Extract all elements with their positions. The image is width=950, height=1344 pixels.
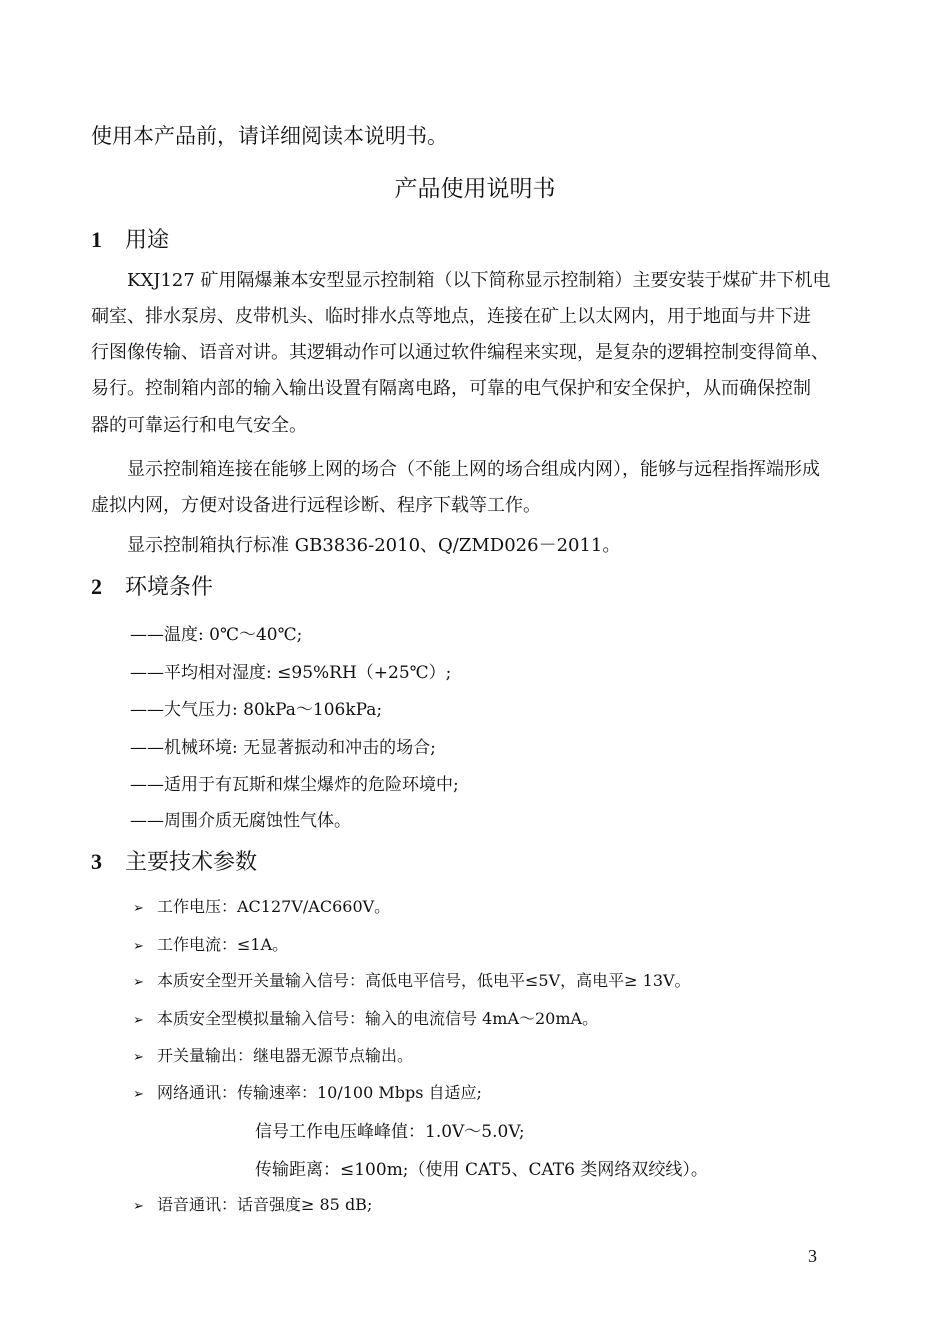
document-title: 产品使用说明书	[394, 176, 556, 202]
text-line: 显示控制箱连接在能够上网的场合（不能上网的场合组成内网），能够与远程指挥端形成	[127, 459, 820, 480]
condition-item: ——温度: 0℃～40℃;	[130, 625, 303, 645]
arrowhead-bullet-icon: ➢	[133, 1199, 144, 1214]
usage-paragraph-1	[91, 263, 861, 299]
condition-item: ——平均相对湿度: ≤95%RH（+25℃）;	[130, 663, 452, 683]
text-line: 虚拟内网，方便对设备进行远程诊断、程序下载等工作。	[91, 495, 541, 516]
condition-item: ——机械环境: 无显著振动和冲击的场合;	[130, 738, 436, 758]
section-2-heading	[91, 570, 213, 601]
usage-paragraph-2-cont	[91, 488, 861, 524]
section-3-heading	[91, 845, 257, 876]
condition-item: ——周围介质无腐蚀性气体。	[130, 811, 351, 831]
param-text: 语音通讯：话音强度≥ 85 dB;	[157, 1195, 373, 1214]
section-number: 3	[91, 849, 102, 874]
param-item	[133, 1043, 413, 1066]
usage-paragraph-1-cont	[91, 299, 861, 444]
condition-item: ——适用于有瓦斯和煤尘爆炸的危险环境中;	[130, 775, 459, 795]
section-number: 2	[91, 574, 102, 599]
param-item	[133, 894, 390, 917]
text-line: KXJ127 矿用隔爆兼本安型显示控制箱（以下简称显示控制箱）主要安装于煤矿井下机电	[127, 270, 831, 291]
param-item	[133, 932, 288, 955]
section-title: 用途	[125, 228, 170, 253]
param-text: 本质安全型模拟量输入信号：输入的电流信号 4mA～20mA。	[157, 1009, 599, 1028]
arrowhead-bullet-icon: ➢	[133, 1013, 144, 1028]
text-line: 易行。控制箱内部的输入输出设置有隔离电路，可靠的电气保护和安全保护，从而确保控制	[91, 378, 811, 400]
section-number: 1	[91, 227, 102, 252]
section-title: 环境条件	[125, 575, 214, 600]
condition-item: ——大气压力: 80kPa～106kPa;	[130, 700, 383, 720]
param-text: 工作电压：AC127V/AC660V。	[157, 897, 391, 916]
usage-paragraph-2	[91, 452, 861, 488]
arrowhead-bullet-icon: ➢	[133, 1050, 144, 1065]
intro-notice: 使用本产品前，请详细阅读本说明书。	[91, 124, 448, 148]
section-1-heading	[91, 223, 169, 254]
text-line: 行图像传输、语音对讲。其逻辑动作可以通过软件编程来实现，是复杂的逻辑控制变得简单、	[91, 342, 829, 364]
text-line: 器的可靠运行和电气安全。	[91, 414, 307, 436]
param-text: 工作电流：≤1A。	[157, 935, 289, 954]
param-text: 开关量输出：继电器无源节点输出。	[157, 1046, 414, 1065]
param-text: 网络通讯：传输速率：10/100 Mbps 自适应;	[157, 1083, 482, 1102]
arrowhead-bullet-icon: ➢	[133, 939, 144, 954]
arrowhead-bullet-icon: ➢	[133, 901, 144, 916]
param-item	[133, 1192, 372, 1215]
network-sub-item: 信号工作电压峰峰值：1.0V～5.0V;	[255, 1122, 525, 1142]
page-number: 3	[808, 1246, 817, 1266]
param-text: 本质安全型开关量输入信号：高低电平信号，低电平≤5V，高电平≥ 13V。	[157, 971, 691, 990]
param-item	[133, 968, 691, 991]
param-item	[133, 1080, 482, 1103]
network-sub-item: 传输距离：≤100m;（使用 CAT5、CAT6 类网络双绞线）。	[255, 1160, 708, 1180]
usage-paragraph-3	[91, 528, 861, 564]
text-line: 硐室、排水泵房、皮带机头、临时排水点等地点，连接在矿上以太网内，用于地面与井下进	[91, 306, 811, 327]
param-item	[133, 1006, 598, 1029]
arrowhead-bullet-icon: ➢	[133, 1087, 144, 1102]
text-line: 显示控制箱执行标准 GB3836-2010、Q/ZMD026－2011。	[127, 535, 621, 556]
arrowhead-bullet-icon: ➢	[133, 975, 144, 990]
section-title: 主要技术参数	[125, 850, 258, 875]
